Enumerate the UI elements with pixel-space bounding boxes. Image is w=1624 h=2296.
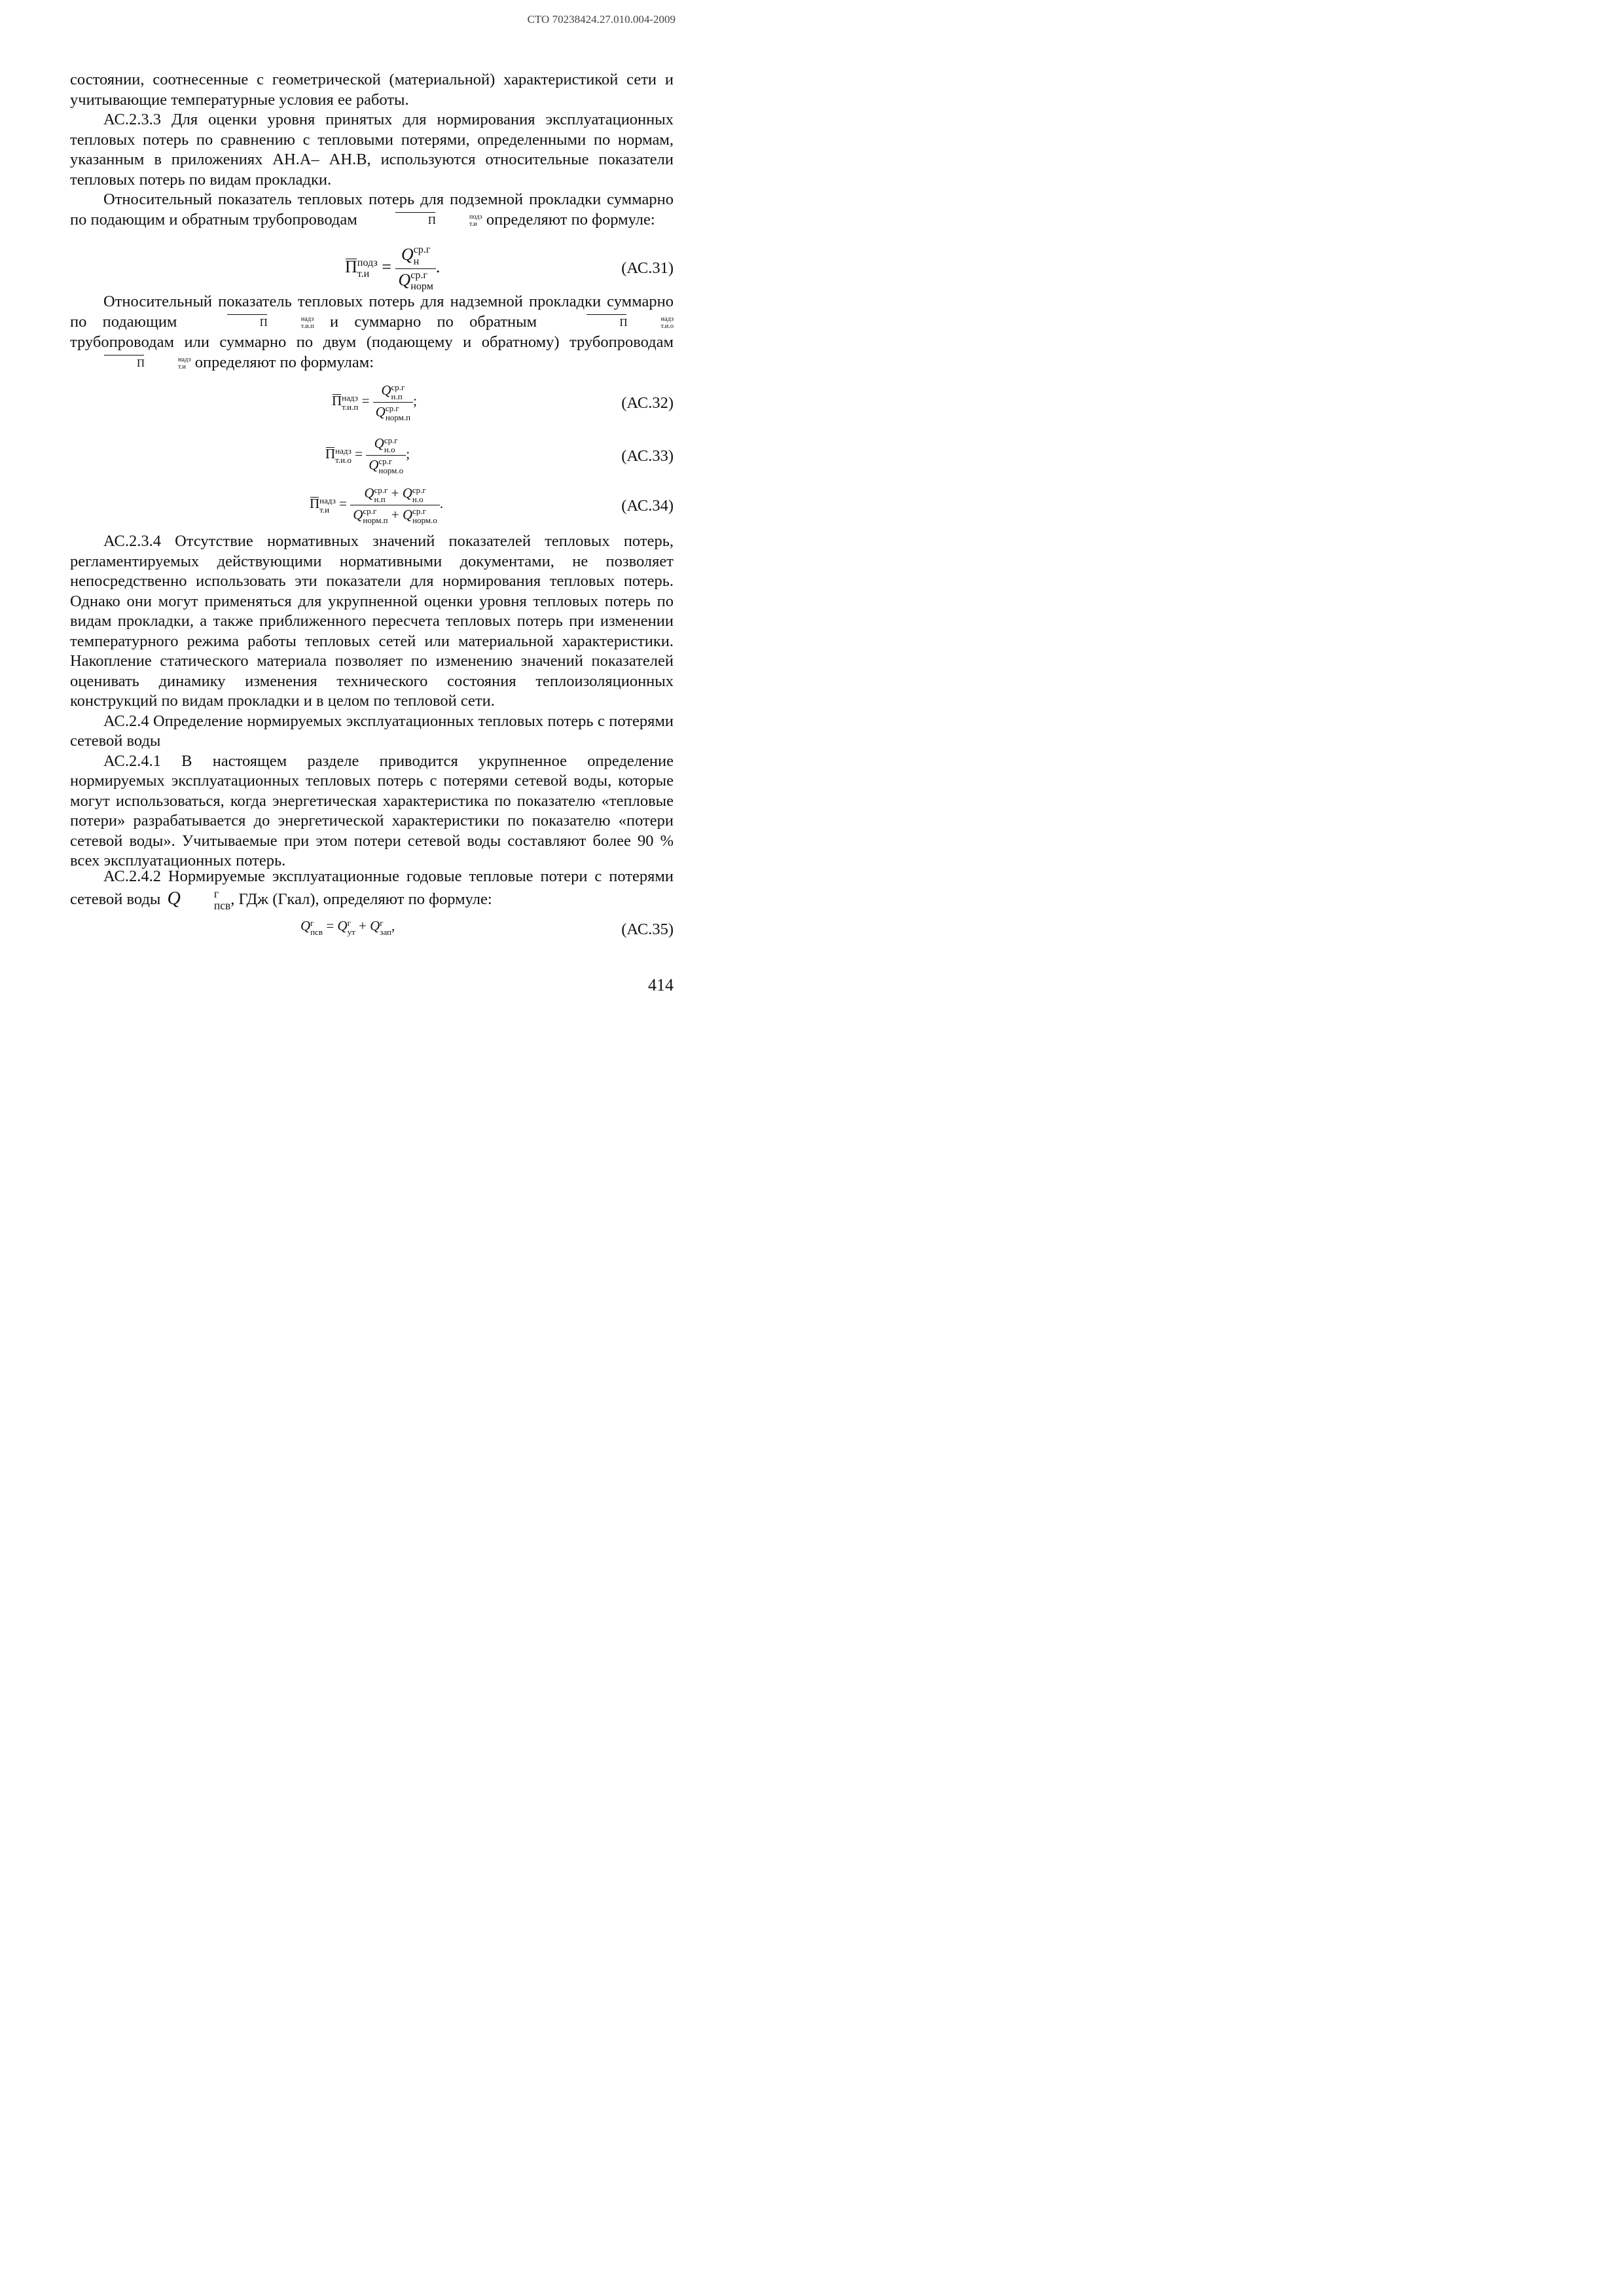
text-span: определяют по формулам: [194,353,374,371]
superscript: надз [178,356,191,364]
q-symbol: Q [300,918,311,934]
text-span: , ГДж (Гкал), определяют по формуле: [230,890,492,908]
subscript: зап [380,926,392,937]
equals: = [355,446,363,462]
superscript: надз [335,445,352,456]
superscript: ср.г [384,435,398,445]
punctuation: . [435,257,441,277]
text-span: Относительный показатель тепловых потерь для надземной прокладки суммарно по подающим [70,293,674,331]
q-symbol: Q [167,888,181,909]
equals: = [382,257,391,277]
punctuation: ; [413,393,417,409]
subscript: т.и.п [342,401,359,412]
punctuation: , [391,918,395,934]
equals: = [339,496,347,512]
superscript: ср.г [378,456,393,467]
superscript: надз [342,392,358,403]
paragraph: состоянии, соотнесенные с геометрической (материальной) характеристикой сети и учитывающие температурные условия ее работы. [70,71,674,109]
q-symbol: Q [369,456,379,473]
text-span: АС.2.4.2 Нормируемые эксплуатационные годовые тепловые потери с потерями сетевой воды [70,867,674,908]
subscript: т.и.п [300,323,314,331]
q-symbol: Q [353,506,363,522]
paragraph-ac-2-4-2 [70,866,674,912]
q-symbol: Q [398,270,411,289]
paragraph-aboveground [70,292,674,373]
q-symbol: Q [381,382,391,398]
q-symbol: Q [375,403,386,420]
superscript: ср.г [374,484,388,495]
equation-ac31 [70,244,674,293]
equation-number: (АС.33) [621,447,674,465]
equation-ac34 [70,484,674,526]
superscript: ср.г [363,506,377,517]
page-number: 414 [648,975,674,994]
pi-symbol: П [103,354,145,374]
paragraph-ac-2-3-3: АС.2.3.3 Для оценки уровня принятых для нормирования эксплуатационных тепловых потерь по сравнению с тепловыми потерями, определенными по нормам, указанным в приложениях АН.А– АН.В, используются относительные показатели тепловых потерь по видам прокладки. [70,111,674,189]
document-header: СТО 70238424.27.010.004-2009 [527,13,676,26]
inline-symbol [552,313,674,333]
subscript: т.и [178,363,186,371]
equation-number: (АС.35) [621,920,674,938]
paragraph-ac-2-4-1: АС.2.4.1 В настоящем разделе приводится укрупненное определение нормируемых эксплуатационных тепловых потерь с потерями сетевой воды, которые могут использоваться, когда энергетическая характеристика по показателю «тепловые потери» разрабатывается до энергетической характеристики по показателю «потери сетевой воды». Учитываемые при этом потери сетевой воды составляют более 90 % всех эксплуатационных потерь. [70,752,674,869]
equation-ac32 [70,382,674,423]
q-symbol: Q [370,918,380,934]
superscript: ср.г [385,403,399,414]
q-symbol: Q [401,245,414,264]
q-symbol: Q [402,485,412,501]
plus: + [359,918,367,934]
superscript: г [347,917,351,928]
text-span: трубопроводам или суммарно по двум (подающему и обратному) трубопроводам [70,333,674,352]
superscript: г [213,886,219,900]
text-span: и суммарно по обратным [330,312,537,331]
inline-symbol [70,354,191,374]
fraction [395,245,435,292]
superscript: г [310,917,314,928]
inline-symbol [361,211,482,231]
subscript: норм.о [378,465,404,476]
text-block-3 [70,532,674,871]
superscript: надз [660,315,674,323]
pi-symbol: П [226,313,268,333]
superscript: г [380,917,384,928]
subscript: н.о [412,494,424,504]
q-symbol: Q [402,506,413,522]
equation-ac33 [70,435,674,476]
q-symbol: Q [374,435,384,451]
equals: = [326,918,334,934]
superscript: ср.г [410,270,428,282]
section-heading-ac-2-4: АС.2.4 Определение нормируемых эксплуатационных тепловых потерь с потерями сетевой воды [70,712,674,750]
plus: + [391,506,399,522]
pi-symbol: П [586,313,627,333]
subscript: норм [410,281,433,293]
fraction [350,485,440,524]
text-block-1 [70,70,674,230]
subscript: т.и.о [660,323,674,331]
q-symbol: Q [337,918,348,934]
fraction [366,435,406,475]
text-block-2 [70,292,674,373]
pi-symbol: П [325,446,336,462]
subscript: ут [347,926,355,937]
superscript: подз [357,257,378,268]
text-block-4 [70,866,674,912]
superscript: ср.г [412,506,427,517]
superscript: надз [319,495,336,505]
subscript: псв [310,926,323,937]
equation-number: (АС.31) [621,259,674,277]
pi-symbol: П [310,496,320,512]
superscript: подз [469,213,482,221]
subscript: норм.п [385,412,411,423]
equation-number: (АС.34) [621,497,674,515]
subscript: т.и.о [335,454,352,465]
punctuation: . [439,496,444,512]
pi-symbol: П [345,257,357,277]
paragraph-underground [70,190,674,230]
subscript: т.и [469,221,477,228]
subscript: т.и [319,504,330,515]
plus: + [391,485,399,501]
fraction [373,382,413,422]
subscript: псв [213,899,231,913]
superscript: надз [300,315,314,323]
inline-symbol [193,313,314,333]
text-span: Относительный показатель тепловых потерь для подземной прокладки суммарно по подающим и обратным трубопроводам [70,191,674,228]
equation-number: (АС.32) [621,394,674,412]
subscript: н.о [384,444,395,454]
pi-symbol: П [395,211,436,231]
subscript: т.и [357,268,370,280]
q-symbol: Q [364,485,374,501]
subscript: норм.о [412,515,437,526]
subscript: норм.п [363,515,388,526]
paragraph-ac-2-3-4: АС.2.3.4 Отсутствие нормативных значений показателей тепловых потерь, регламентируемых действующими нормативными документами, не позволяет непосредственно использовать эти показатели для нормирования тепловых потерь. Однако они могут применяться для укрупненной оценки уровня тепловых потерь по видам прокладки, а также приближенного пересчета тепловых потерь при изменении температурного режима работы тепловых сетей или материальной характеристики. Накопление статического материала позволяет по изменению значений показателей оценивать динамику изменения технического состояния теплоизоляционных конструкций по видам прокладки и в целом по тепловой сети. [70,532,674,710]
superscript: ср.г [391,382,405,392]
equals: = [361,393,370,409]
subscript: н [413,255,420,267]
subscript: н.п [391,391,403,401]
superscript: ср.г [412,484,426,495]
superscript: ср.г [413,244,431,256]
pi-symbol: П [332,393,342,409]
punctuation: ; [406,446,410,462]
subscript: н.п [374,494,386,504]
text-span: определяют по формуле: [486,210,655,228]
